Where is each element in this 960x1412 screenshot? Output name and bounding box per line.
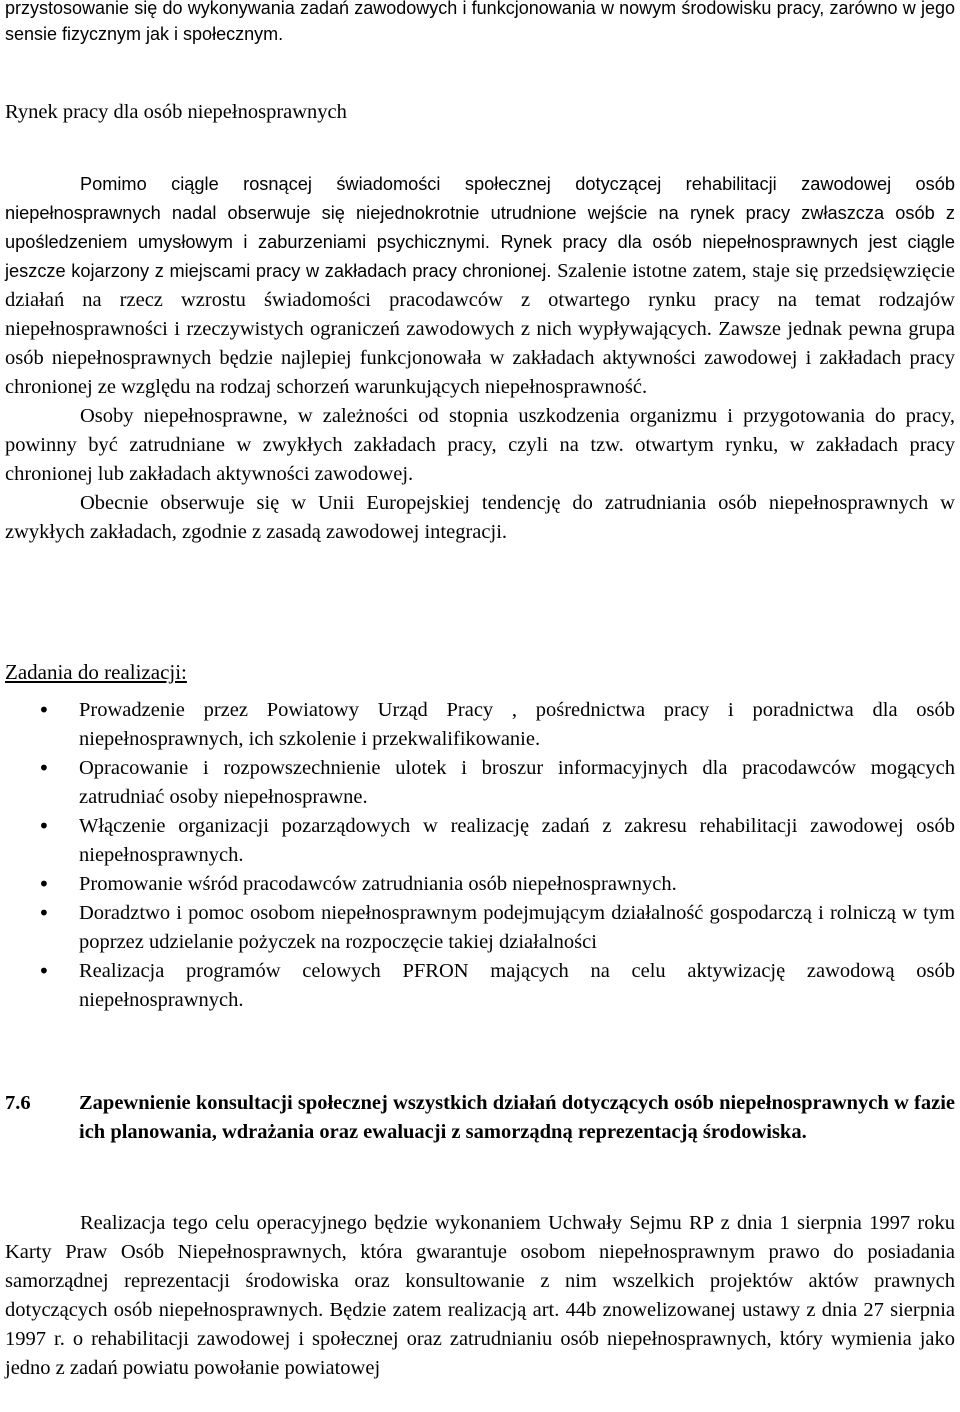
list-item: • Prowadzenie przez Powiatowy Urząd Pracy , pośrednictwa pracy i poradnictwa dla osób niepełnosprawnych, ich szkolenie i przekwalifikowanie.	[5, 696, 955, 754]
labor-market-paragraph-3: Obecnie obserwuje się w Unii Europejskiej tendencję do zatrudniania osób niepełnosprawnych w zwykłych zakładach, zgodnie z zasadą zawodowej integracji.	[5, 492, 955, 543]
list-item: • Opracowanie i rozpowszechnienie ulotek i broszur informacyjnych dla pracodawców mogących zatrudniać osoby niepełnosprawne.	[5, 754, 955, 812]
labor-market-paragraph-1-part-b: Szalenie istotne zatem, staje się przedsięwzięcie działań na rzecz wzrostu świadomości pracodawców z otwartego rynku pracy na temat rodzajów niepełnosprawności i rzeczywistych ograniczeń zawodowych z nich wypływających. Zawsze jednak pewna grupa osób niepełnosprawnych będzie najlepiej funkcjonowała w zakładach aktywności zawodowej i zakładach pracy chronionej ze względu na rodzaj schorzeń warunkujących niepełnosprawność.	[5, 260, 955, 398]
labor-market-body	[5, 170, 955, 547]
section-number: 7.6	[5, 1092, 31, 1114]
closing-paragraph: Realizacja tego celu operacyjnego będzie wykonaniem Uchwały Sejmu RP z dnia 1 sierpnia 1997 roku Karty Praw Osób Niepełnosprawnych, która gwarantuje osobom niepełnosprawnym prawo do posiadania samorządnej reprezentacji środowiska oraz konsultowanie z nim wszelkich projektów aktów prawnych dotyczących osób niepełnosprawnych. Będzie zatem realizacją art. 44b znowelizowanej ustawy z dnia 27 sierpnia 1997 r. o rehabilitacji zawodowej i społecznej oraz zatrudnianiu osób niepełnosprawnych, który wymienia jako jedno z zadań powiatu powołanie powiatowej	[5, 1212, 955, 1379]
intro-paragraph: przystosowanie się do wykonywania zadań zawodowych i funkcjonowania w nowym środowisku pracy, zarówno w jego sensie fizycznym jak i społecznym.	[5, 0, 955, 44]
list-item: • Włączenie organizacji pozarządowych w realizację zadań z zakresu rehabilitacji zawodowej osób niepełnosprawnych.	[5, 812, 955, 870]
section-title: Zapewnienie konsultacji społecznej wszystkich działań dotyczących osób niepełnosprawnych w fazie ich planowania, wdrażania oraz ewaluacji z samorządną reprezentacją środowiska.	[79, 1092, 955, 1143]
labor-market-paragraph-1-part-a: Pomimo ciągle rosnącej świadomości społecznej dotyczącej rehabilitacji zawodowej osób niepełnosprawnych nadal obserwuje się niejednokrotnie utrudnione wejście na rynek pracy zwłaszcza osób z upośledzeniem umysłowym i zaburzeniami psychicznymi. Rynek pracy dla osób niepełnosprawnych jest ciągle jeszcze kojarzony z miejscami pracy w zakładach pracy chronionej.	[5, 174, 955, 281]
section-heading-labor-market: Rynek pracy dla osób niepełnosprawnych	[5, 101, 347, 123]
list-item: • Promowanie wśród pracodawców zatrudniania osób niepełnosprawnych.	[5, 870, 955, 899]
closing-body	[5, 1209, 955, 1383]
section-heading-7-6	[5, 1089, 955, 1147]
labor-market-paragraph-1	[5, 170, 955, 402]
labor-market-paragraph-2: Osoby niepełnosprawne, w zależności od stopnia uszkodzenia organizmu i przygotowania do pracy, powinny być zatrudniane w zwykłych zakładach pracy, czyli na tzw. otwartym rynku, w zakładach pracy chronionej lub zakładach aktywności zawodowej.	[5, 405, 955, 485]
tasks-list	[5, 696, 955, 1015]
tasks-heading: Zadania do realizacji:	[5, 660, 187, 684]
list-item: • Realizacja programów celowych PFRON mających na celu aktywizację zawodową osób niepełnosprawnych.	[5, 957, 955, 1015]
list-item: • Doradztwo i pomoc osobom niepełnosprawnym podejmującym działalność gospodarczą i rolniczą w tym poprzez udzielanie pożyczek na rozpoczęcie takiej działalności	[5, 899, 955, 957]
